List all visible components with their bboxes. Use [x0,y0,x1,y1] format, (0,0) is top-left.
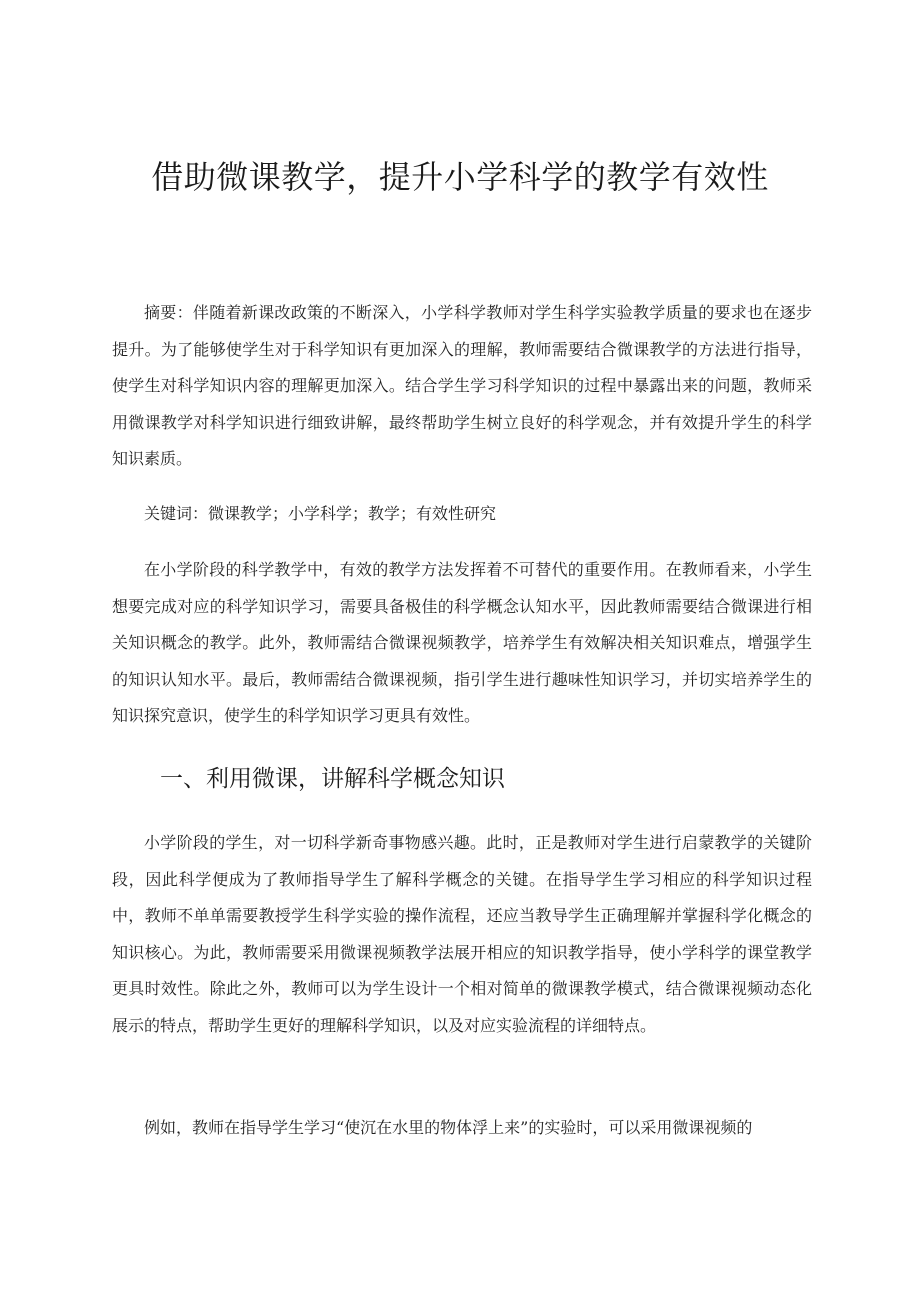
section-paragraph-continued: 例如，教师在指导学生学习“使沉在水里的物体浮上来”的实验时，可以采用微课视频的 [144,1118,753,1137]
keywords-paragraph: 关键词：微课教学；小学科学；教学；有效性研究 [144,504,497,523]
intro-paragraph: 在小学阶段的科学教学中，有效的教学方法发挥着不可替代的重要作用。在教师看来，小学生想要完成对应的科学知识学习，需要具备极佳的科学概念认知水平，因此教师需要结合微课进行相关知识概念的教学。此外，教师需结合微课视频教学，培养学生有效解决相关知识难点，增强学生的知识认知水平。最后，教师需结合微课视频，指引学生进行趣味性知识学习，并切实培养学生的知识探究意识，使学生的科学知识学习更具有效性。 [112,560,812,725]
document-title: 借助微课教学，提升小学科学的教学有效性 [151,158,769,196]
section-paragraph: 小学阶段的学生，对一切科学新奇事物感兴趣。此时，正是教师对学生进行启蒙教学的关键阶段，因此科学便成为了教师指导学生了解科学概念的关键。在指导学生学习相应的科学知识过程中，教师不单单需要教授学生科学实验的操作流程，还应当教导学生正确理解并掌握科学化概念的知识核心。为此，教师需要采用微课视频教学法展开相应的知识教学指导，使小学科学的课堂教学更具时效性。除此之外，教师可以为学生设计一个相对简单的微课教学模式，结合微课视频动态化展示的特点，帮助学生更好的理解科学知识，以及对应实验流程的详细特点。 [112,833,812,1035]
section-heading: 一、利用微课，讲解科学概念知识 [160,766,505,792]
abstract-paragraph: 摘要：伴随着新课改政策的不断深入，小学科学教师对学生科学实验教学质量的要求也在逐步提升。为了能够使学生对于科学知识有更加深入的理解，教师需要结合微课教学的方法进行指导，使学生对科学知识内容的理解更加深入。结合学生学习科学知识的过程中暴露出来的问题，教师采用微课教学对科学知识进行细致讲解，最终帮助学生树立良好的科学观念，并有效提升学生的科学知识素质。 [112,303,812,468]
